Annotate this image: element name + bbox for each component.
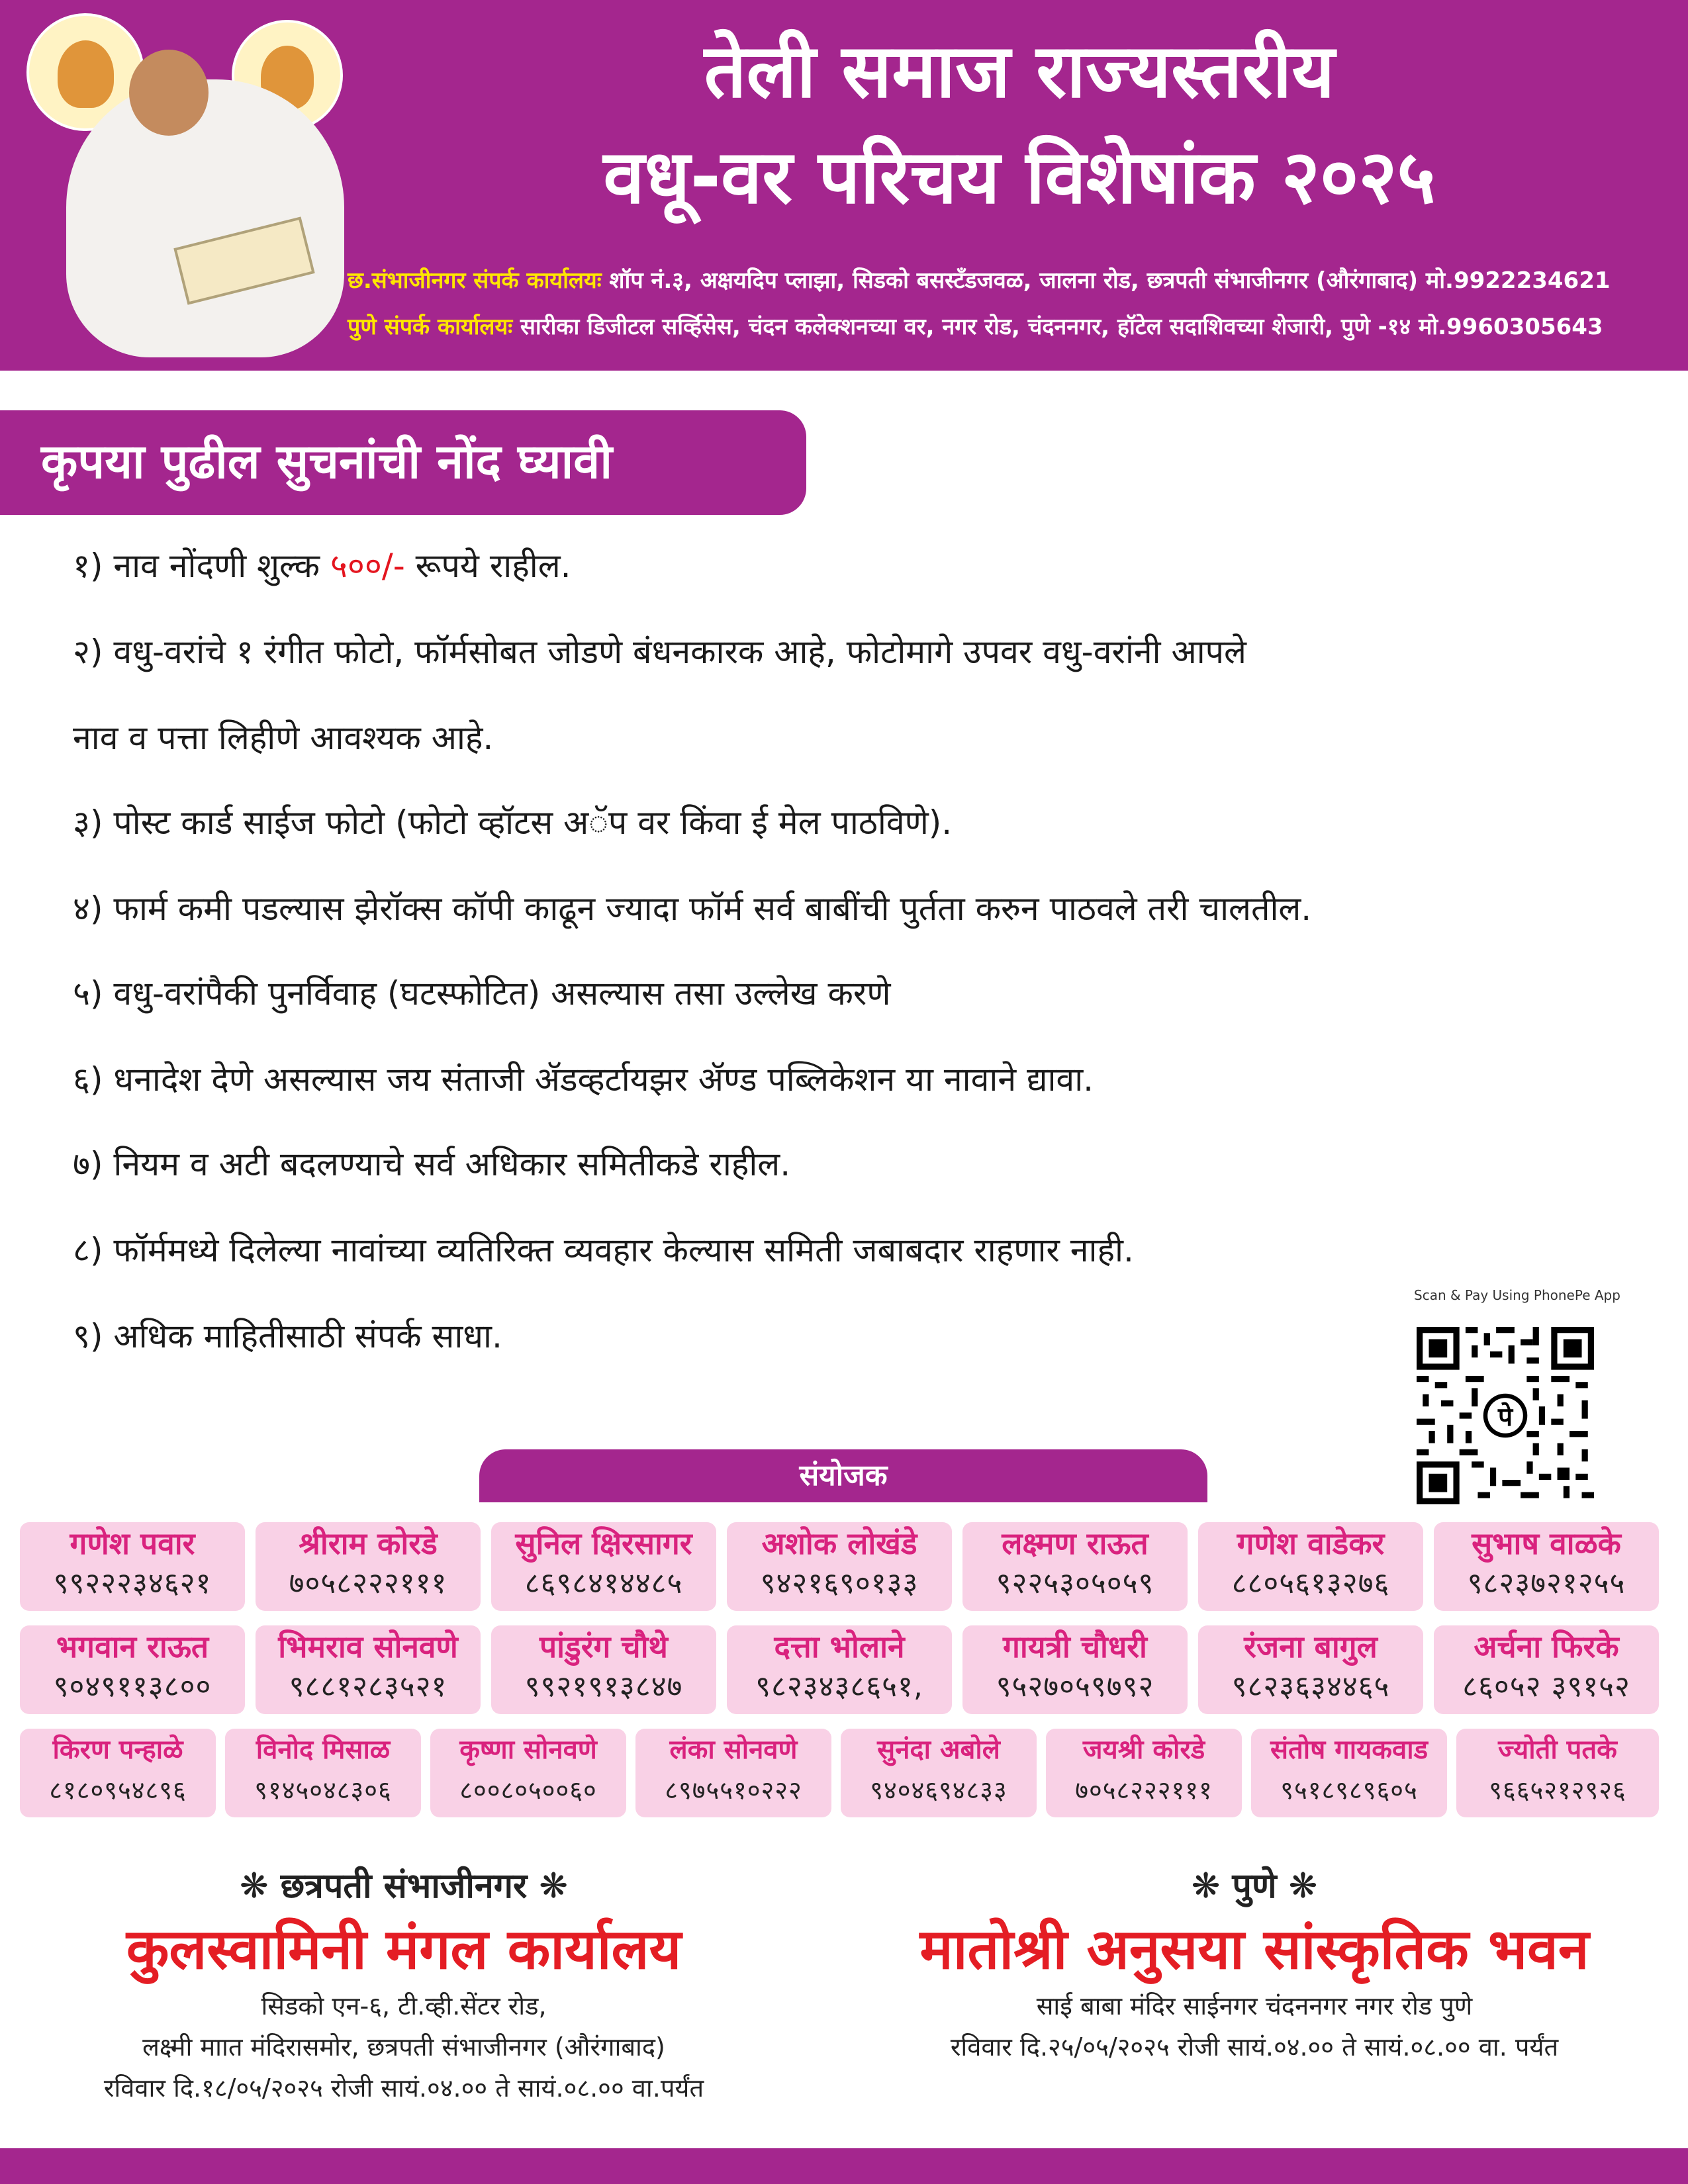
rule-item: ६) धनादेश देणे असल्यास जय संताजी ॲडव्हर्टायझर ॲण्ड पब्लिकेशन या नावाने द्यावा. — [73, 1060, 1094, 1099]
convener-phone: ९८२३६३४४६५ — [1231, 1670, 1390, 1704]
convener-phone: ९८२३७२१२५५ — [1467, 1567, 1626, 1600]
convener-phone: ७०५८२२२१११ — [1075, 1776, 1213, 1805]
saint-illustration — [26, 13, 344, 357]
rule-item: ५) वधु-वरांपैकी पुनर्विवाह (घटस्फोटित) असल्यास तसा उल्लेख करणे — [73, 974, 891, 1013]
convener-name: सुनंदा अबोले — [877, 1735, 1000, 1765]
fee-amount: ५००/- — [330, 547, 405, 585]
convener-name: अर्चना फिरके — [1474, 1629, 1619, 1664]
convener-card — [841, 1729, 1037, 1817]
notice-heading-tab — [0, 410, 806, 515]
convener-phone: ९६६५२१२९२६ — [1489, 1776, 1626, 1805]
convener-card — [1046, 1729, 1242, 1817]
convener-card — [256, 1522, 481, 1611]
saint-figure — [66, 79, 344, 357]
convener-name: श्रीराम कोरडे — [299, 1525, 438, 1561]
rule-item: ८) फॉर्ममध्ये दिलेल्या नावांच्या व्यतिरिक्त व्यवहार केल्यास समिती जबाबदार राहणार नाही. — [73, 1231, 1134, 1269]
convener-phone: ९४०४६९४८३३ — [870, 1776, 1008, 1805]
office-label: पुणे संपर्क कार्यालयः — [348, 314, 513, 340]
rule-item: ४) फार्म कमी पडल्यास झेरॉक्स कॉपी काढून ज्यादा फॉर्म सर्व बाबींची पुर्तता करुन पाठवले तरी चालतील. — [73, 889, 1312, 928]
convener-phone: ९०४९११३८०० — [53, 1670, 212, 1704]
venue-datetime: रविवार दि.२५/०५/२०२५ रोजी सायं.०४.०० ते सायं.०८.०० वा. पर्यंत — [950, 2032, 1559, 2062]
notice-heading: कृपया पुढील सुचनांची नोंद घ्यावी — [41, 433, 612, 489]
conveners-heading-bar — [479, 1449, 1207, 1502]
convener-name: लंका सोनवणे — [669, 1735, 798, 1765]
rule-item: २) वधु-वरांचे १ रंगीत फोटो, फॉर्मसोबत जोडणे बंधनकारक आहे, फोटोमागे उपवर वधु-वरांनी आपले — [73, 633, 1246, 671]
convener-phone: ९८८१२८३५२१ — [289, 1670, 447, 1704]
rule-item — [73, 543, 571, 589]
convener-phone: ८००८०५००६० — [459, 1776, 597, 1805]
convener-name: सुनिल क्षिरसागर — [515, 1525, 692, 1561]
venue-pune — [834, 1860, 1675, 2068]
convener-card — [635, 1729, 831, 1817]
venue-city: ❋ छत्रपती संभाजीनगर ❋ — [240, 1866, 568, 1906]
convener-card — [20, 1522, 245, 1611]
convener-phone: ७०५८२२२१११ — [289, 1567, 447, 1600]
convener-card — [491, 1522, 716, 1611]
convener-name: कृष्णा सोनवणे — [459, 1735, 597, 1765]
convener-card — [1198, 1625, 1423, 1714]
office-address: सारीका डिजीटल सर्व्हिसेस, चंदन कलेक्शनच्या वर, नगर रोड, चंदननगर, हॉटेल सदाशिवच्या शेजारी, पुणे -१४ मो.9960305643 — [512, 314, 1603, 340]
rule-text: १) नाव नोंदणी शुल्क — [73, 547, 330, 585]
venue-address: साई बाबा मंदिर साईनगर चंदननगर नगर रोड पुणे — [1036, 1991, 1473, 2021]
convener-name: संतोष गायकवाड — [1270, 1735, 1429, 1765]
convener-name: लक्ष्मण राऊत — [1002, 1525, 1149, 1561]
convener-name: गणेश पवार — [70, 1525, 195, 1561]
convener-name: जयश्री कोरडे — [1082, 1735, 1205, 1765]
convener-card — [20, 1729, 216, 1817]
header-banner — [0, 0, 1688, 371]
convener-name: रंजना बागुल — [1244, 1629, 1378, 1664]
convener-phone: ९१४५०४८३०६ — [254, 1776, 392, 1805]
convener-phone: ९४२१६९०१३३ — [760, 1567, 919, 1600]
convener-name: अशोक लोखंडे — [761, 1525, 917, 1561]
convener-phone: ९९२१९१३८४७ — [524, 1670, 683, 1704]
convener-name: गणेश वाडेकर — [1237, 1525, 1385, 1561]
venue-hall: कुलस्वामिनी मंगल कार्यालय — [126, 1917, 682, 1981]
convener-phone: ८६०५२ ३९१५२ — [1462, 1670, 1630, 1704]
convener-name: दत्ता भोलाने — [774, 1629, 905, 1664]
convener-name: ज्योती पतके — [1498, 1735, 1617, 1765]
convener-card — [1456, 1729, 1659, 1817]
rule-text: रूपये राहील. — [404, 547, 571, 585]
convener-phone: ८१८०९५४८९६ — [49, 1776, 187, 1805]
convener-card — [727, 1522, 952, 1611]
convener-name: भगवान राऊत — [56, 1629, 209, 1664]
convener-name: भिमराव सोनवणे — [278, 1629, 458, 1664]
office-label: छ.संभाजीनगर संपर्क कार्यालयः — [348, 267, 602, 294]
convener-card — [1434, 1625, 1659, 1714]
saint-face — [129, 50, 209, 136]
convener-card — [256, 1625, 481, 1714]
convener-card — [430, 1729, 626, 1817]
convener-phone: ९२२५३०५०५९ — [996, 1567, 1154, 1600]
convener-name: किरण पन्हाळे — [52, 1735, 183, 1765]
qr-caption: Scan & Pay Using PhonePe App — [1414, 1287, 1620, 1303]
convener-card — [491, 1625, 716, 1714]
convener-name: विनोद मिसाळ — [256, 1735, 391, 1765]
footer-bar — [0, 2148, 1688, 2184]
convener-card — [225, 1729, 421, 1817]
office-pune — [348, 311, 1678, 343]
convener-phone: ९५१८९८९६०५ — [1280, 1776, 1418, 1805]
office-sambhajinagar — [348, 265, 1678, 296]
venue-sambhajinagar — [13, 1860, 794, 2109]
venue-hall: मातोश्री अनुसया सांस्कृतिक भवन — [919, 1917, 1589, 1981]
convener-card — [1434, 1522, 1659, 1611]
convener-name: गायत्री चौधरी — [1003, 1629, 1147, 1664]
venue-address: लक्ष्मी माात मंदिरासमोर, छत्रपती संभाजीनगर (औरंगाबाद) — [142, 2032, 665, 2062]
venue-datetime: रविवार दि.१८/०५/२०२५ रोजी सायं.०४.०० ते सायं.०८.०० वा.पर्यंत — [103, 2073, 704, 2103]
title-line-1: तेली समाज राज्यस्तरीय — [704, 28, 1335, 114]
rule-item: ९) अधिक माहितीसाठी संपर्क साधा. — [73, 1317, 502, 1355]
convener-phone: ९५२७०५९७९२ — [996, 1670, 1154, 1704]
convener-card — [20, 1625, 245, 1714]
convener-card — [1251, 1729, 1447, 1817]
rule-item-continued: नाव व पत्ता लिहीणे आवश्यक आहे. — [73, 719, 494, 757]
venue-city: ❋ पुणे ❋ — [1191, 1866, 1318, 1906]
svg-text:पे: पे — [1497, 1402, 1513, 1432]
convener-name: पांडुरंग चौथे — [539, 1629, 668, 1664]
phonepe-qr-icon[interactable] — [1417, 1327, 1594, 1504]
rule-item: ७) नियम व अटी बदलण्याचे सर्व अधिकार समितीकडे राहील. — [73, 1145, 791, 1183]
convener-card — [962, 1625, 1188, 1714]
venue-address: सिडको एन-६, टी.व्ही.सेंटर रोड, — [261, 1991, 547, 2021]
conveners-heading: संयोजक — [799, 1459, 888, 1492]
convener-phone: ९९२२२३४६२१ — [53, 1567, 212, 1600]
convener-phone: ८९७५५१०२२२ — [665, 1776, 802, 1805]
convener-card — [727, 1625, 952, 1714]
rule-item: ३) पोस्ट कार्ड साईज फोटो (फोटो व्हॉटस अॅप वर किंवा ई मेल पाठविणे). — [73, 803, 953, 842]
title-line-2: वधू-वर परिचय विशेषांक २०२५ — [603, 134, 1436, 220]
convener-card — [1198, 1522, 1423, 1611]
office-address: शॉप नं.३, अक्षयदिप प्लाझा, सिडको बसस्टँडजवळ, जालना रोड, छत्रपती संभाजीनगर (औरंगाबाद) मो.9922234621 — [601, 267, 1611, 294]
convener-card — [962, 1522, 1188, 1611]
convener-name: सुभाष वाळके — [1472, 1525, 1621, 1561]
convener-phone: ९८२३४३८६५१, — [755, 1670, 923, 1704]
convener-phone: ८८०५६१३२७६ — [1231, 1567, 1390, 1600]
convener-phone: ८६९८४१४४८५ — [524, 1567, 683, 1600]
